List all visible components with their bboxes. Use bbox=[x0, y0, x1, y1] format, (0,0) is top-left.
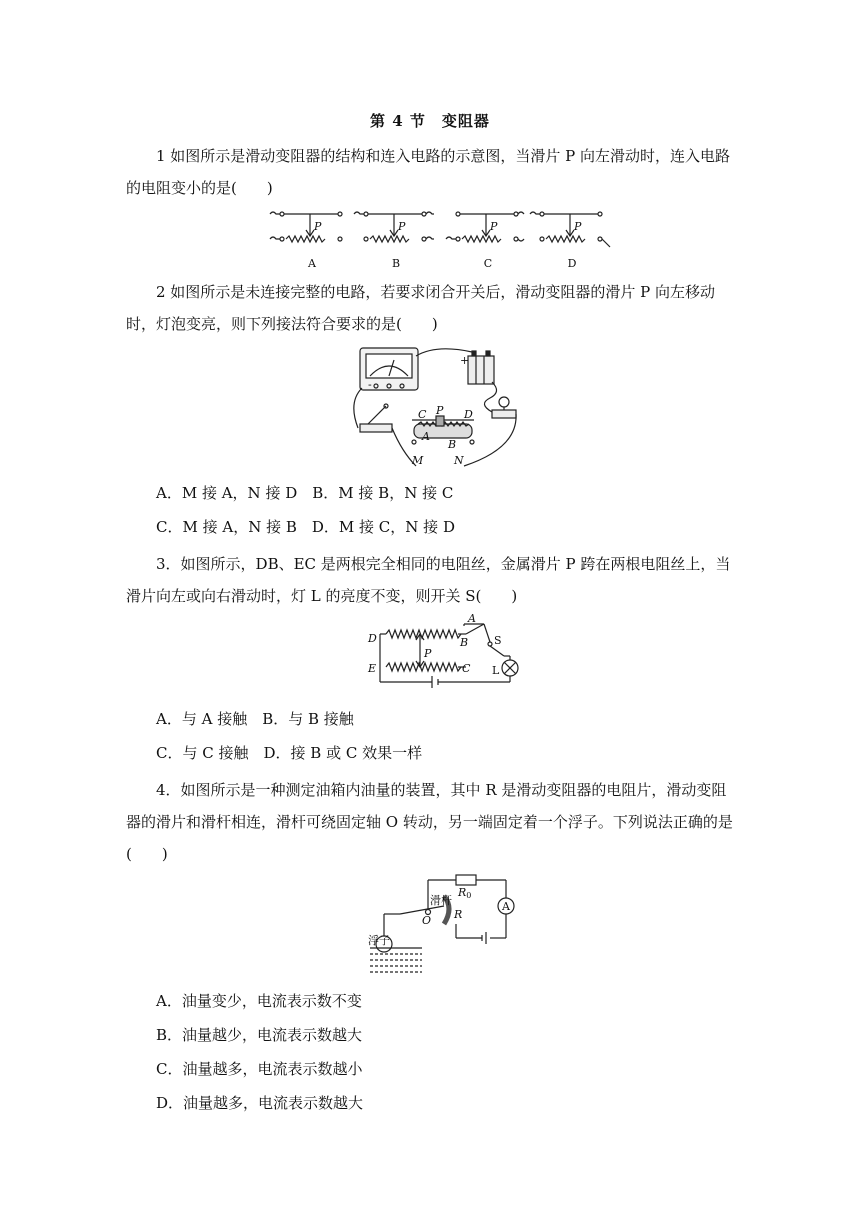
page-title: 第 4 节 变阻器 bbox=[370, 112, 490, 130]
q4-rod-label: 滑杆 bbox=[430, 894, 452, 907]
question-4-option-c: C．油量越多，电流表示数越小 bbox=[156, 1060, 363, 1078]
question-2-options-row-1: A．M 接 A，N 接 D B．M 接 B，N 接 C bbox=[156, 484, 454, 502]
q1-slider-label: P bbox=[314, 220, 322, 233]
q1-slider-label: P bbox=[398, 220, 406, 233]
q4-ammeter-a: A bbox=[502, 900, 510, 913]
q1-option-label-b: B bbox=[391, 257, 401, 270]
q4-r0-label bbox=[457, 886, 471, 900]
question-4-option-a: A．油量变少，电流表示数不变 bbox=[156, 992, 362, 1010]
q4-resistor-r: R bbox=[454, 908, 463, 921]
question-1-figure bbox=[268, 205, 620, 273]
q2-slider-p: P bbox=[436, 404, 444, 417]
question-1-text: 1 如图所示是滑动变阻器的结构和连入电路的示意图，当滑片 P 向左滑动时，连入电路的电阻变小的是( ) bbox=[126, 147, 730, 197]
q1-option-label-d: D bbox=[567, 257, 577, 270]
q3-terminal-d: D bbox=[368, 632, 377, 645]
q4-r0-letter: R bbox=[458, 886, 467, 899]
q3-terminal-c: C bbox=[462, 662, 471, 675]
q2-terminal-c: C bbox=[418, 408, 427, 421]
q2-wire-n: N bbox=[454, 454, 464, 467]
question-2-options-row-2: C．M 接 A，N 接 B D．M 接 C，N 接 D bbox=[156, 518, 455, 536]
q3-terminal-e: E bbox=[368, 662, 377, 675]
q3-slider-p: P bbox=[424, 647, 432, 660]
question-3-options-row-2: C．与 C 接触 D．接 B 或 C 效果一样 bbox=[156, 744, 423, 762]
q2-terminal-d: D bbox=[464, 408, 473, 421]
q1-option-label-c: C bbox=[483, 257, 493, 270]
question-2-text: 2 如图所示是未连接完整的电路，若要求闭合开关后，滑动变阻器的滑片 P 向左移动时，灯泡变亮，则下列接法符合要求的是( ) bbox=[126, 283, 715, 333]
q3-terminal-a: A bbox=[468, 612, 476, 625]
question-4-figure bbox=[366, 868, 520, 978]
question-4-option-b: B．油量越少，电流表示数越大 bbox=[156, 1026, 363, 1044]
q2-terminal-a: A bbox=[422, 430, 430, 443]
question-4-text: 4．如图所示是一种测定油箱内油量的装置，其中 R 是滑动变阻器的电阻片，滑动变阻器的滑片和滑杆相连，滑杆可绕固定轴 O 转动，另一端固定着一个浮子。下列说法正确的是( ) bbox=[126, 781, 733, 863]
q1-option-label-a: A bbox=[308, 257, 316, 270]
q4-r0-subscript: 0 bbox=[466, 891, 472, 900]
q1-slider-label: P bbox=[574, 220, 582, 233]
question-2-figure bbox=[350, 342, 520, 470]
q2-meter-minus: - bbox=[368, 378, 372, 391]
q2-wire-m: M bbox=[412, 454, 424, 467]
question-3-options-row-1: A．与 A 接触 B．与 B 接触 bbox=[156, 710, 354, 728]
question-4-option-d: D．油量越多，电流表示数越大 bbox=[156, 1094, 364, 1112]
q2-battery-plus: + bbox=[460, 354, 470, 367]
q3-terminal-b: B bbox=[460, 636, 469, 649]
q3-switch-s: S bbox=[494, 634, 502, 647]
q4-float-label: 浮子 bbox=[368, 934, 390, 947]
question-3-figure bbox=[366, 612, 526, 696]
q1-slider-label: P bbox=[490, 220, 498, 233]
q2-terminal-b: B bbox=[448, 438, 457, 451]
q4-pivot-o: O bbox=[422, 914, 432, 927]
q3-lamp-l: L bbox=[492, 664, 500, 677]
question-3-text: 3．如图所示，DB、EC 是两根完全相同的电阻丝，金属滑片 P 跨在两根电阻丝上，当滑片向左或向右滑动时，灯 L 的亮度不变，则开关 S( ) bbox=[126, 555, 731, 605]
